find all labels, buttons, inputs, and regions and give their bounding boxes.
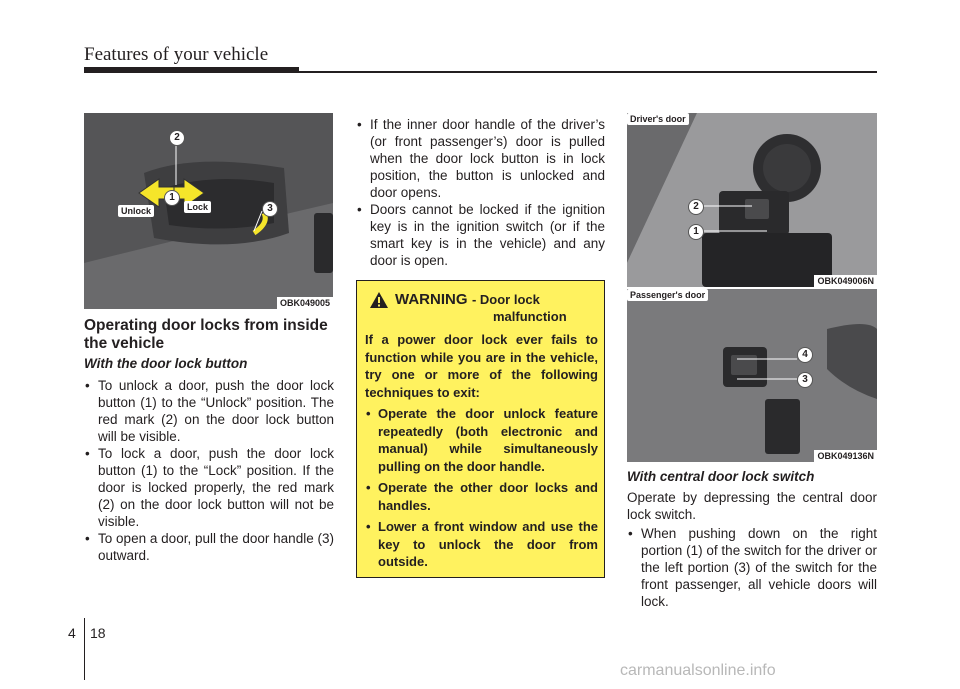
list-item: • If the inner door handle of the driver’s (or front passenger’s) door is pulled when the door lock button is in lock position, the button is unlocked and door opens. (356, 116, 605, 201)
figure-id: OBK049005 (277, 297, 333, 309)
list-item: • Operate the door unlock feature repeatedly (both electronic and manual) while simultaneously pulling on the door handle. (365, 405, 598, 475)
driver-door-caption: Driver's door (627, 113, 689, 125)
warning-subtitle: - Door lock (471, 292, 540, 307)
callout-2: 2 (169, 130, 185, 146)
callout-1: 1 (688, 224, 704, 240)
header-bar (84, 67, 299, 73)
right-bullets (627, 525, 877, 610)
callout-3: 3 (262, 201, 278, 217)
list-item: • To unlock a door, push the door lock button (1) to the “Unlock” position. The red mark (2) on the door lock button will be visible. (84, 377, 334, 445)
figure-id: OBK049136N (814, 450, 877, 462)
warning-title (395, 291, 540, 309)
door-handle-photo (84, 113, 333, 309)
warning-list (365, 405, 598, 571)
watermark: carmanualsonline.info (620, 662, 776, 679)
list-item: • Operate the other door locks and handles. (365, 479, 598, 514)
middle-bullets (356, 116, 605, 269)
section-number: 4 (68, 625, 76, 641)
figure-id: OBK049006N (814, 275, 877, 287)
warning-triangle-icon (369, 291, 389, 309)
unlock-label: Unlock (118, 205, 154, 217)
passenger-door-caption: Passenger's door (627, 289, 708, 301)
list-item: • Lower a front window and use the key to unlock the door from outside. (365, 518, 598, 571)
driver-switch-illustration (627, 113, 877, 287)
header-rule (299, 71, 877, 73)
warning-label: WARNING (395, 291, 468, 308)
list-item: • To lock a door, push the door lock button (1) to the “Lock” position. If the door is locked properly, the red mark (2) on the door lock button will not be visible. (84, 445, 334, 530)
subsection-title: With central door lock switch (627, 469, 815, 484)
footer-divider (84, 618, 85, 680)
warning-box (356, 280, 605, 578)
section-title: Operating door locks from inside the vehicle (84, 317, 328, 352)
lock-label: Lock (184, 201, 211, 213)
left-bullets (84, 377, 334, 564)
list-item: • Doors cannot be locked if the ignition key is in the ignition switch (or if the smart key is in the vehicle) and any door is open. (356, 201, 605, 269)
callout-4: 4 (797, 347, 813, 363)
subsection-title: With the door lock button (84, 356, 248, 371)
passenger-door-photo (627, 289, 877, 462)
warning-subtitle-line2: malfunction (493, 309, 567, 324)
callout-2: 2 (688, 199, 704, 215)
callout-1: 1 (164, 190, 180, 206)
list-item: • To open a door, pull the door handle (3) outward. (84, 530, 334, 564)
list-item: • When pushing down on the right portion (1) of the switch for the driver or the left portion (3) of the switch for the front passenger, all vehicle doors will lock. (627, 525, 877, 610)
passenger-switch-illustration (627, 289, 877, 462)
warning-intro: If a power door lock ever fails to function while you are in the vehicle, try one or more of the following techniques to exit: (365, 332, 598, 400)
driver-door-photo (627, 113, 877, 287)
page-number: 18 (90, 625, 106, 641)
warning-body (365, 331, 598, 575)
header-title: Features of your vehicle (84, 44, 269, 65)
callout-3: 3 (797, 372, 813, 388)
central-lock-intro: Operate by depressing the central door lock switch. (627, 490, 877, 522)
